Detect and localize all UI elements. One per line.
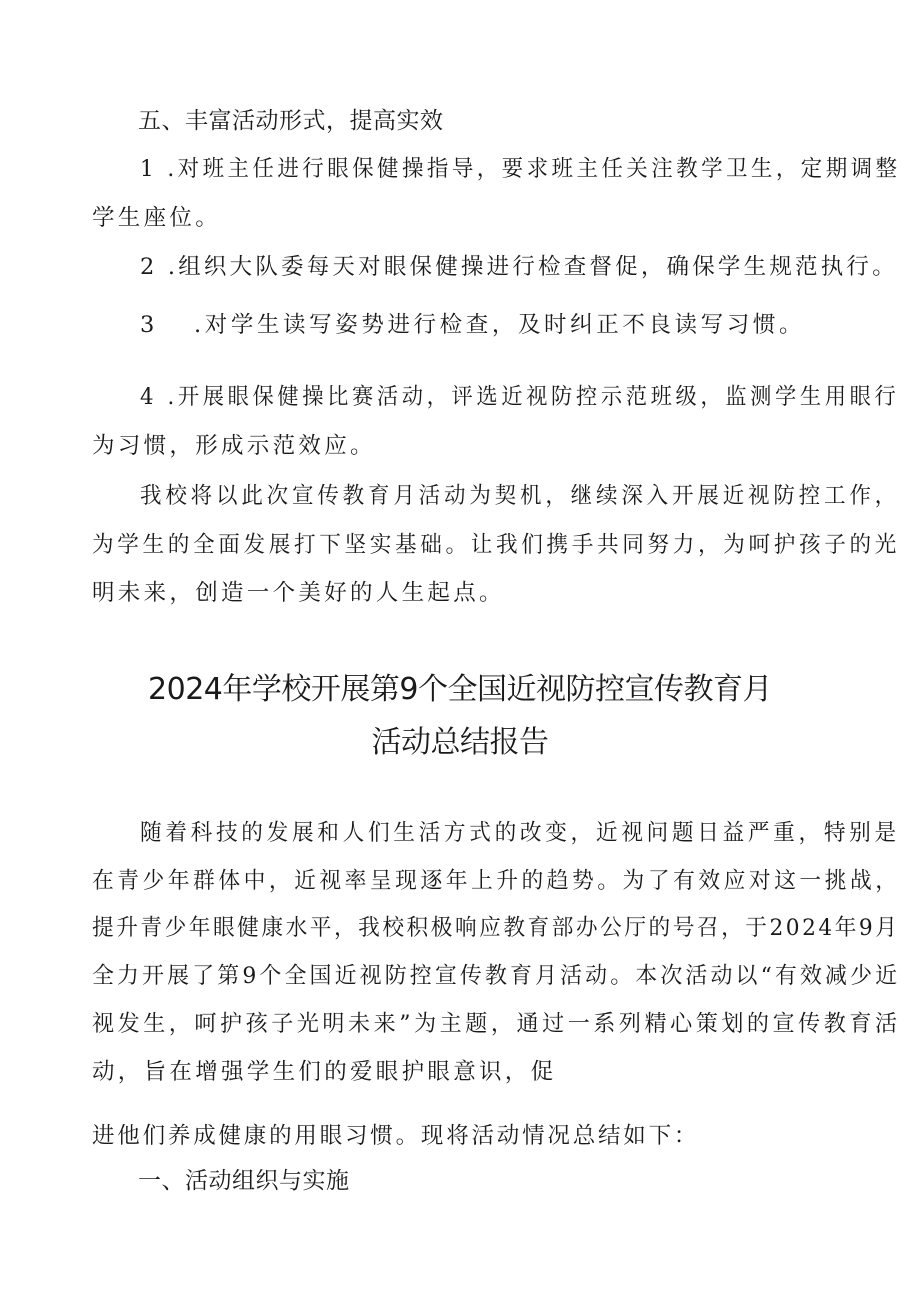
report-title-line-2: 活动总结报告 — [371, 725, 549, 760]
section-1-heading: 一、活动组织与实施 — [138, 1168, 350, 1194]
section-5-item-4-line-1: 4 .开展眼保健操比赛活动，评选近视防控示范班级，监测学生用眼行 — [140, 384, 900, 410]
section-5-heading: 五、丰富活动形式，提高实效 — [138, 108, 444, 134]
section-5-item-4-line-2: 为习惯，形成示范效应。 — [92, 433, 376, 459]
closing-paragraph-line-3: 明未来，创造一个美好的人生起点。 — [92, 580, 505, 606]
section-5-item-1-line-2: 学生座位。 — [92, 205, 222, 231]
closing-paragraph-line-2: 为学生的全面发展打下坚实基础。让我们携手共同努力，为呵护孩子的光 — [92, 532, 900, 558]
section-5-item-1-line-1: 1 .对班主任进行眼保健操指导，要求班主任关注教学卫生，定期调整 — [140, 156, 901, 182]
report-title-line-1: 2024年学校开展第9个全国近视防控宣传教育月 — [148, 672, 772, 707]
section-5-item-3-text: .对学生读写姿势进行检查，及时纠正不良读写习惯。 — [194, 312, 806, 338]
intro-line-1: 随着科技的发展和人们生活方式的改变，近视问题日益严重，特别是 — [140, 820, 900, 846]
intro-line-2: 在青少年群体中，近视率呈现逐年上升的趋势。为了有效应对这一挑战， — [92, 868, 901, 894]
section-5-item-3-number: 3 — [140, 312, 158, 338]
intro-line-5: 视发生，呵护孩子光明未来”为主题，通过一系列精心策划的宣传教育活 — [92, 1011, 901, 1037]
intro-line-6: 动，旨在增强学生们的爱眼护眼意识，促 — [92, 1059, 557, 1085]
intro-line-4: 全力开展了第9个全国近视防控宣传教育月活动。本次活动以“有效减少近 — [92, 963, 901, 989]
section-5-item-2: 2 .组织大队委每天对眼保健操进行检查督促，确保学生规范执行。 — [140, 254, 898, 280]
intro-line-3: 提升青少年眼健康水平，我校积极响应教育部办公厅的号召，于2024年9月 — [92, 915, 900, 941]
intro-line-7: 进他们养成健康的用眼习惯。现将活动情况总结如下： — [92, 1123, 700, 1149]
closing-paragraph-line-1: 我校将以此次宣传教育月活动为契机，继续深入开展近视防控工作， — [140, 483, 901, 509]
